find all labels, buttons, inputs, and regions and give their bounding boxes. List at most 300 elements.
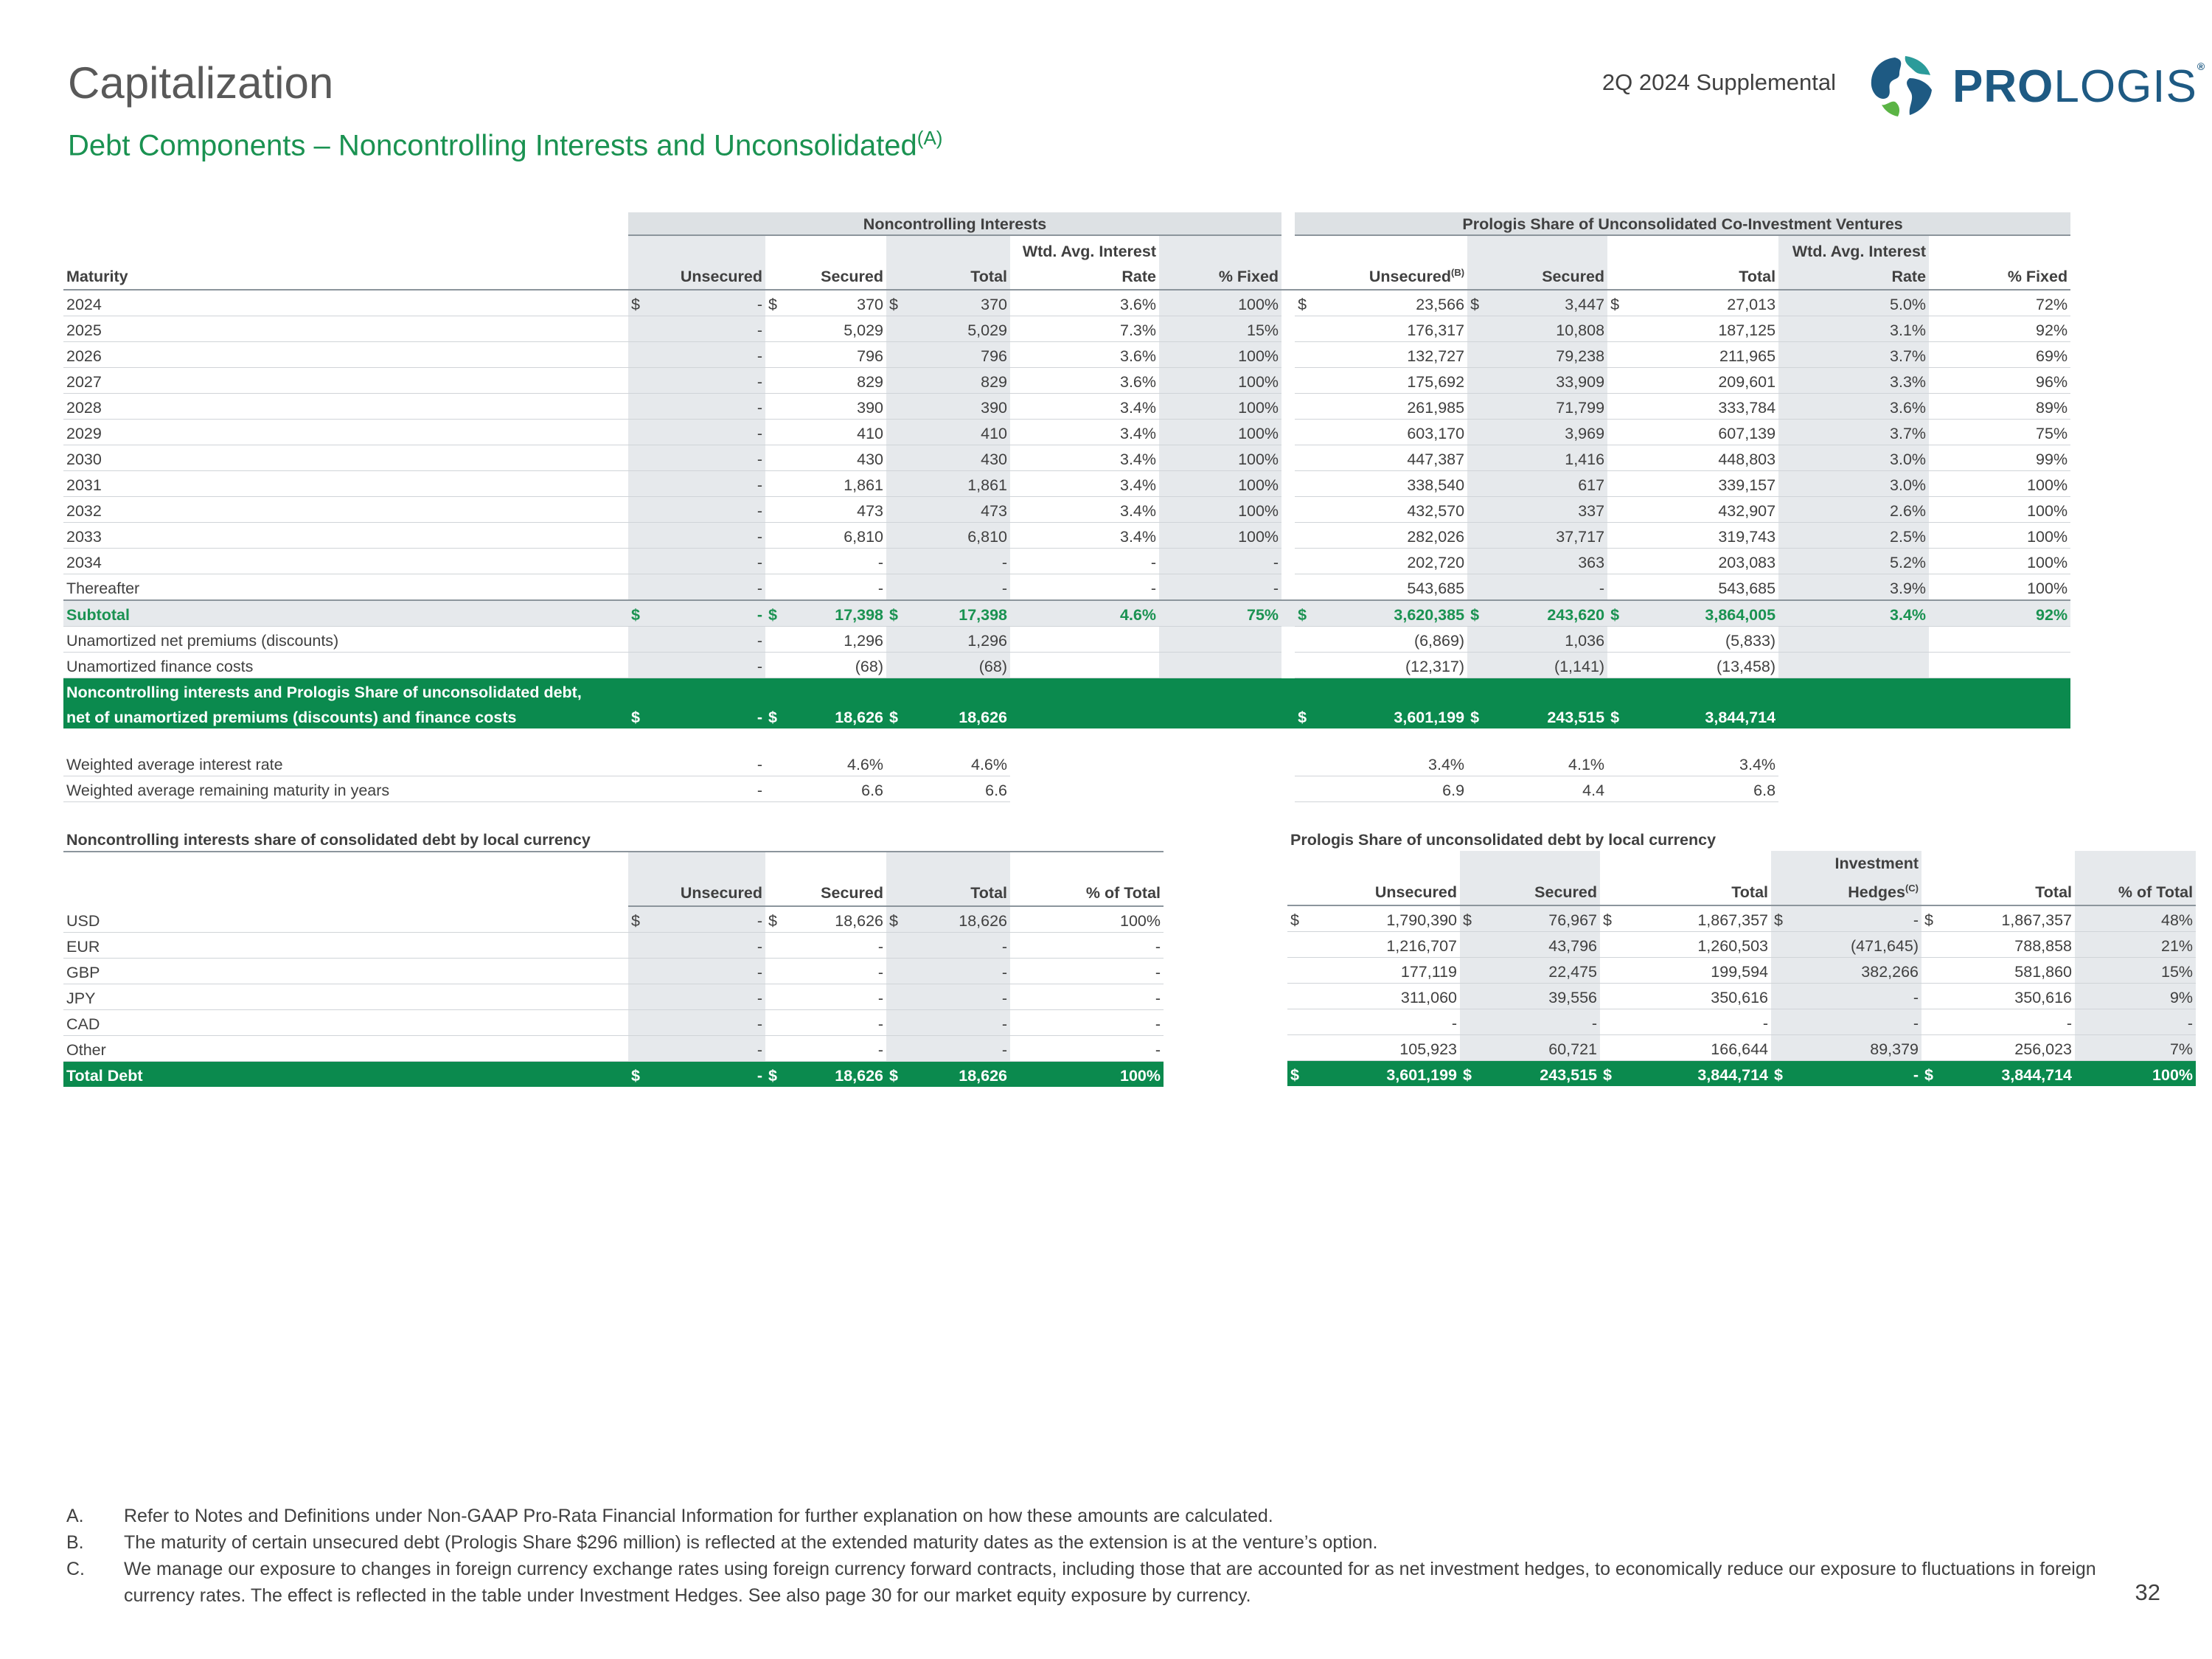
pro-cell: 339,157	[1607, 471, 1778, 497]
pro-currency-cell: 60,721	[1460, 1035, 1600, 1061]
cell-value: 3,864,005	[1705, 606, 1776, 624]
pro-cell: 92%	[1929, 316, 2070, 342]
nci-cell: -	[1010, 574, 1159, 601]
pro-currency-cell	[1460, 905, 1600, 932]
nci-cell	[1010, 653, 1159, 678]
nci-cell: 3.4%	[1010, 420, 1159, 445]
nci-cell	[886, 703, 1010, 728]
dollar-sign: $	[1610, 709, 1620, 726]
pro-cell: 4.1%	[1467, 751, 1607, 776]
dollar-sign: $	[1610, 606, 1620, 624]
maturity-row	[63, 290, 2070, 316]
pro-cell: 3.4%	[1607, 751, 1778, 776]
cell-value: -	[1913, 911, 1919, 930]
gap-cell	[1281, 776, 1295, 802]
pro-currency-cell	[1600, 905, 1771, 932]
pro-currency-cell: 1,260,503	[1600, 932, 1771, 958]
group-header-row	[63, 212, 2070, 235]
nci-currency-cell: -	[886, 959, 1010, 984]
cell-value: 3,844,714	[1705, 709, 1776, 726]
nci-cell: -	[765, 574, 886, 601]
pro-cell	[1929, 627, 2070, 653]
nci-cell: -	[628, 627, 765, 653]
cell-value: 3,601,199	[1394, 709, 1465, 726]
subtitle-note: (A)	[917, 127, 943, 149]
pro-cell: 432,570	[1295, 497, 1467, 523]
prologis-logo	[1865, 53, 2206, 119]
currency-row	[1287, 1035, 2196, 1061]
cell-value: -	[757, 296, 762, 313]
nci-cell: 430	[765, 445, 886, 471]
pro-currency-cell: 15%	[2075, 958, 2196, 984]
nci-cur-secured-header: Secured	[765, 852, 886, 906]
nci-cell: -	[628, 471, 765, 497]
pro-cell: 448,803	[1607, 445, 1778, 471]
pro-cell: 6.9	[1295, 776, 1467, 802]
footnote-c	[66, 1556, 2101, 1609]
pro-cell: 363	[1467, 549, 1607, 574]
nci-cell: 7.3%	[1010, 316, 1159, 342]
maturity-row	[63, 471, 2070, 497]
globe-icon	[1865, 53, 1939, 119]
nci-currency-cell: -	[886, 984, 1010, 1010]
cell-value: 3,601,199	[1386, 1066, 1457, 1085]
total-debt-row	[1287, 1061, 2196, 1087]
pro-currency-cell: 166,644	[1600, 1035, 1771, 1061]
nci-cell	[765, 703, 886, 728]
nci-cell: -	[628, 574, 765, 601]
pro-cell: 99%	[1929, 445, 2070, 471]
gap-cell	[1281, 627, 1295, 653]
dollar-sign: $	[1298, 709, 1307, 726]
prologis-currency-title: Prologis Share of unconsolidated debt by local currency	[1290, 831, 1717, 849]
pro-currency-cell: 788,858	[1921, 932, 2075, 958]
net-total-row	[63, 703, 2070, 728]
dollar-sign: $	[1463, 911, 1472, 930]
pro-currency-cell: 256,023	[1921, 1035, 2075, 1061]
pro-cell	[1295, 290, 1467, 316]
cell-value: 3,447	[1565, 296, 1605, 313]
nci-currency-table	[63, 826, 1164, 1087]
weighted-maturity-row	[63, 776, 2070, 802]
green-fill	[1281, 678, 2070, 704]
cell-value: 18,626	[835, 912, 883, 930]
cell-value: 3,844,714	[2001, 1066, 2072, 1085]
pro-currency-cell: (471,645)	[1771, 932, 1921, 958]
nci-cell: -	[765, 549, 886, 574]
pro-cell	[1295, 600, 1467, 627]
gap-cell	[1281, 368, 1295, 394]
pro-cur-hedges-header	[1771, 851, 1921, 905]
spacer-row	[63, 728, 2070, 751]
page-subtitle	[68, 127, 942, 162]
nci-cell: 1,861	[765, 471, 886, 497]
currency-row	[1287, 905, 2196, 932]
pro-cell: 617	[1467, 471, 1607, 497]
nci-cell: 473	[765, 497, 886, 523]
nci-cell: 430	[886, 445, 1010, 471]
currency-row	[1287, 932, 2196, 958]
gap-cell	[1281, 751, 1295, 776]
pro-cell	[1467, 600, 1607, 627]
pro-unsecured-note: (B)	[1451, 266, 1465, 278]
nci-cell: 100%	[1159, 368, 1281, 394]
nci-cell: 390	[765, 394, 886, 420]
pro-cell: 176,317	[1295, 316, 1467, 342]
premiums-row	[63, 627, 2070, 653]
nci-currency-cell: -	[1010, 984, 1164, 1010]
nci-cell: 6.6	[886, 776, 1010, 802]
footnote-a	[66, 1503, 2101, 1529]
pro-cell: 10,808	[1467, 316, 1607, 342]
pro-cell: 2.5%	[1778, 523, 1929, 549]
cell-value: 3,844,714	[1697, 1066, 1768, 1085]
cell-value: -	[757, 606, 762, 624]
pro-currency-cell: 9%	[2075, 984, 2196, 1009]
pro-cell	[1607, 703, 1778, 728]
pro-currency-cell	[1771, 1061, 1921, 1087]
currency-row	[1287, 984, 2196, 1009]
dollar-sign: $	[1290, 911, 1299, 930]
pro-cell: 72%	[1929, 290, 2070, 316]
supplemental-label: 2Q 2024 Supplemental	[1601, 69, 1836, 95]
nci-cell: -	[628, 497, 765, 523]
logo-bold: PRO	[1952, 61, 2054, 112]
dollar-sign: $	[768, 912, 777, 930]
cell-value: 370	[981, 296, 1007, 313]
pro-currency-cell: -	[1921, 1009, 2075, 1035]
pro-cell	[1778, 703, 1929, 728]
pro-cell	[1467, 290, 1607, 316]
cell-value: 3,620,385	[1394, 606, 1465, 624]
dollar-sign: $	[1774, 1066, 1783, 1085]
pro-cell: 71,799	[1467, 394, 1607, 420]
nci-cell: 15%	[1159, 316, 1281, 342]
pro-cell: 5.0%	[1778, 290, 1929, 316]
pro-currency-cell: 7%	[2075, 1035, 2196, 1061]
nci-cell: -	[628, 394, 765, 420]
weighted-rate-row	[63, 751, 2070, 776]
nci-currency-cell: -	[1010, 1010, 1164, 1036]
nci-cell: 100%	[1159, 523, 1281, 549]
cell-value: 243,515	[1547, 709, 1605, 726]
pro-fixed-header: % Fixed	[1929, 235, 2070, 290]
gap-cell	[1281, 653, 1295, 678]
pro-cell: 187,125	[1607, 316, 1778, 342]
nci-cell: -	[628, 776, 765, 802]
nci-cell: 6,810	[886, 523, 1010, 549]
pro-cell: 175,692	[1295, 368, 1467, 394]
pro-cell: 132,727	[1295, 342, 1467, 368]
net-total-label-row	[63, 678, 2070, 704]
nci-cell	[628, 290, 765, 316]
pro-cell	[1295, 703, 1467, 728]
row-label: 2025	[63, 316, 628, 342]
nci-cell	[765, 290, 886, 316]
pro-cell: 211,965	[1607, 342, 1778, 368]
pro-currency-cell	[1771, 905, 1921, 932]
nci-currency-cell	[886, 906, 1010, 933]
row-label: 2027	[63, 368, 628, 394]
row-label: Weighted average interest rate	[63, 751, 628, 776]
pro-currency-cell: 21%	[2075, 932, 2196, 958]
maturity-row	[63, 574, 2070, 601]
cell-value: 17,398	[835, 606, 883, 624]
pro-cell: 432,907	[1607, 497, 1778, 523]
pro-cell: (13,458)	[1607, 653, 1778, 678]
prologis-currency-table	[1287, 826, 2196, 1086]
nci-cell	[765, 600, 886, 627]
pro-rate-header: Wtd. Avg. Interest Rate	[1778, 235, 1929, 290]
pro-currency-cell: -	[2075, 1009, 2196, 1035]
pro-currency-cell: 350,616	[1600, 984, 1771, 1009]
dollar-sign: $	[889, 606, 898, 624]
pro-secured-header: Secured	[1467, 235, 1607, 290]
dollar-sign: $	[768, 709, 777, 726]
row-label: Thereafter	[63, 574, 628, 601]
net-total-label: net of unamortized premiums (discounts) and finance costs	[63, 703, 628, 728]
pro-currency-cell	[1460, 1061, 1600, 1087]
nci-cell: -	[628, 653, 765, 678]
cell-value: 18,626	[959, 912, 1007, 930]
pro-cell	[1778, 653, 1929, 678]
pro-cell: 3.3%	[1778, 368, 1929, 394]
maturity-row	[63, 316, 2070, 342]
gap-cell	[1281, 420, 1295, 445]
row-label: 2026	[63, 342, 628, 368]
column-header-row	[63, 235, 2070, 290]
pro-cell: 607,139	[1607, 420, 1778, 445]
pro-currency-cell: -	[1771, 984, 1921, 1009]
pro-cell: 4.4	[1467, 776, 1607, 802]
pro-currency-cell: 350,616	[1921, 984, 2075, 1009]
nci-cell: 1,296	[765, 627, 886, 653]
pro-currency-cell: 39,556	[1460, 984, 1600, 1009]
currency-row	[1287, 958, 2196, 984]
pro-cell: 3.9%	[1778, 574, 1929, 601]
dollar-sign: $	[631, 1067, 640, 1085]
page-title: Capitalization	[68, 58, 334, 108]
dollar-sign: $	[1470, 296, 1480, 313]
dollar-sign: $	[889, 912, 898, 930]
gap-cell	[1281, 600, 1295, 627]
nci-cell: 100%	[1159, 471, 1281, 497]
pro-cell: 100%	[1929, 574, 2070, 601]
pro-cell: 209,601	[1607, 368, 1778, 394]
pro-unsecured-header	[1295, 235, 1467, 290]
dollar-sign: $	[1298, 606, 1307, 624]
nci-cell: 100%	[1159, 497, 1281, 523]
gap-cell	[1281, 316, 1295, 342]
currency-row	[63, 984, 1164, 1010]
pro-cell: 100%	[1929, 497, 2070, 523]
pro-cell	[1607, 290, 1778, 316]
footnote-b	[66, 1529, 2101, 1556]
dollar-sign: $	[631, 912, 640, 930]
nci-cell: 390	[886, 394, 1010, 420]
cell-value: -	[757, 912, 762, 930]
row-label: EUR	[63, 933, 628, 959]
dollar-sign: $	[1470, 709, 1480, 726]
nci-cell: 796	[886, 342, 1010, 368]
dollar-sign: $	[1603, 911, 1612, 930]
nci-cell: (68)	[765, 653, 886, 678]
dollar-sign: $	[768, 296, 777, 313]
dollar-sign: $	[768, 606, 777, 624]
row-label: CAD	[63, 1010, 628, 1036]
nci-cell: 5,029	[886, 316, 1010, 342]
pro-cell	[1778, 627, 1929, 653]
cell-value: 243,620	[1547, 606, 1605, 624]
pro-cell: 3.4%	[1295, 751, 1467, 776]
pro-currency-cell	[1287, 905, 1460, 932]
nci-cell	[1010, 703, 1159, 728]
nci-cell: -	[886, 549, 1010, 574]
nci-currency-cell: -	[886, 1010, 1010, 1036]
nci-total-header: Total	[886, 235, 1010, 290]
row-label: Unamortized net premiums (discounts)	[63, 627, 628, 653]
nci-group-header: Noncontrolling Interests	[628, 212, 1281, 235]
nci-unsecured-header: Unsecured	[628, 235, 765, 290]
pro-currency-cell	[1287, 1061, 1460, 1087]
row-label: 2030	[63, 445, 628, 471]
nci-cell: 829	[765, 368, 886, 394]
nci-cell	[1159, 703, 1281, 728]
cell-value: 27,013	[1727, 296, 1776, 313]
cell-value: 1,790,390	[1386, 911, 1457, 930]
pro-cell	[1929, 703, 2070, 728]
pro-cell: 3.0%	[1778, 445, 1929, 471]
gap-cell	[1281, 574, 1295, 601]
pro-currency-cell: 100%	[2075, 1061, 2196, 1087]
dollar-sign: $	[631, 606, 640, 624]
prologis-currency-header-row	[1287, 851, 2196, 905]
pro-cell: 92%	[1929, 600, 2070, 627]
cell-value: 1,867,357	[2001, 911, 2072, 930]
row-label: GBP	[63, 959, 628, 984]
pro-cell: (1,141)	[1467, 653, 1607, 678]
gap-cell	[1281, 523, 1295, 549]
nci-currency-cell: -	[765, 959, 886, 984]
pro-currency-cell: 382,266	[1771, 958, 1921, 984]
nci-currency-cell: 100%	[1010, 906, 1164, 933]
dollar-sign: $	[1298, 296, 1307, 313]
nci-cell	[628, 703, 765, 728]
nci-cell: 410	[765, 420, 886, 445]
nci-cur-unsecured-header: Unsecured	[628, 852, 765, 906]
pro-cell: 3.4%	[1778, 600, 1929, 627]
nci-currency-cell: -	[765, 1036, 886, 1062]
nci-cell: 410	[886, 420, 1010, 445]
maturity-row	[63, 342, 2070, 368]
pro-cell	[1467, 703, 1607, 728]
pro-cell: 3.7%	[1778, 420, 1929, 445]
pro-cell: 543,685	[1607, 574, 1778, 601]
pro-currency-cell: 177,119	[1287, 958, 1460, 984]
nci-cell: 3.4%	[1010, 497, 1159, 523]
prologis-group-header: Prologis Share of Unconsolidated Co-Investment Ventures	[1295, 212, 2070, 235]
nci-currency-cell	[765, 906, 886, 933]
gap-cell	[1281, 471, 1295, 497]
pro-cell	[1929, 751, 2070, 776]
nci-cell	[1010, 627, 1159, 653]
total-debt-row	[63, 1062, 1164, 1088]
pro-cell: 37,717	[1467, 523, 1607, 549]
nci-cell: -	[886, 574, 1010, 601]
pro-cell: (6,869)	[1295, 627, 1467, 653]
cell-value: 243,515	[1540, 1066, 1597, 1085]
cell-value: 17,398	[959, 606, 1007, 624]
pro-cell: 543,685	[1295, 574, 1467, 601]
nci-currency-cell: -	[1010, 1036, 1164, 1062]
currency-row	[63, 959, 1164, 984]
dollar-sign: $	[1924, 911, 1933, 930]
pro-cell: 3.6%	[1778, 394, 1929, 420]
pro-cell: 1,416	[1467, 445, 1607, 471]
pro-cell: 3.1%	[1778, 316, 1929, 342]
maturity-row	[63, 497, 2070, 523]
pro-currency-cell	[1921, 905, 2075, 932]
pro-cell: 603,170	[1295, 420, 1467, 445]
pro-cell: 75%	[1929, 420, 2070, 445]
cell-value: 18,626	[835, 1067, 883, 1085]
cell-value: 23,566	[1416, 296, 1465, 313]
cell-value: -	[1913, 1066, 1919, 1085]
pro-currency-cell: 22,475	[1460, 958, 1600, 984]
nci-cell: 1,861	[886, 471, 1010, 497]
dollar-sign: $	[1290, 1066, 1299, 1085]
pro-cell: 100%	[1929, 549, 2070, 574]
nci-cur-pct-header: % of Total	[1010, 852, 1164, 906]
pro-cell: 333,784	[1607, 394, 1778, 420]
nci-cell: 3.4%	[1010, 471, 1159, 497]
nci-currency-cell: -	[1010, 933, 1164, 959]
dollar-sign: $	[631, 709, 640, 726]
maturity-row	[63, 420, 2070, 445]
maturity-row	[63, 523, 2070, 549]
nci-cell: -	[628, 368, 765, 394]
nci-currency-cell	[628, 906, 765, 933]
pro-cell: 3,969	[1467, 420, 1607, 445]
nci-cell: -	[628, 549, 765, 574]
nci-currency-cell: -	[765, 984, 886, 1010]
cell-value: -	[757, 1067, 762, 1085]
nci-currency-cell: -	[628, 933, 765, 959]
pro-currency-cell	[1921, 1061, 2075, 1087]
pro-cell: 447,387	[1295, 445, 1467, 471]
row-label: Subtotal	[63, 600, 628, 627]
subtotal-row	[63, 600, 2070, 627]
pro-cell	[1607, 600, 1778, 627]
pro-cell: 6.8	[1607, 776, 1778, 802]
row-label: 2033	[63, 523, 628, 549]
nci-cell: 796	[765, 342, 886, 368]
nci-secured-header: Secured	[765, 235, 886, 290]
pro-cell: 5.2%	[1778, 549, 1929, 574]
nci-cell: 4.6%	[1010, 600, 1159, 627]
nci-cell	[1159, 776, 1281, 802]
pro-cell: 319,743	[1607, 523, 1778, 549]
gap-cell	[1281, 394, 1295, 420]
dollar-sign: $	[631, 296, 640, 313]
pro-currency-cell: 581,860	[1921, 958, 2075, 984]
dollar-sign: $	[1470, 606, 1480, 624]
pro-cur-total2-header: Total	[1921, 851, 2075, 905]
pro-currency-cell: 105,923	[1287, 1035, 1460, 1061]
pro-cell: 33,909	[1467, 368, 1607, 394]
maturity-table	[63, 212, 2070, 802]
nci-rate-header: Wtd. Avg. Interest Rate	[1010, 235, 1159, 290]
